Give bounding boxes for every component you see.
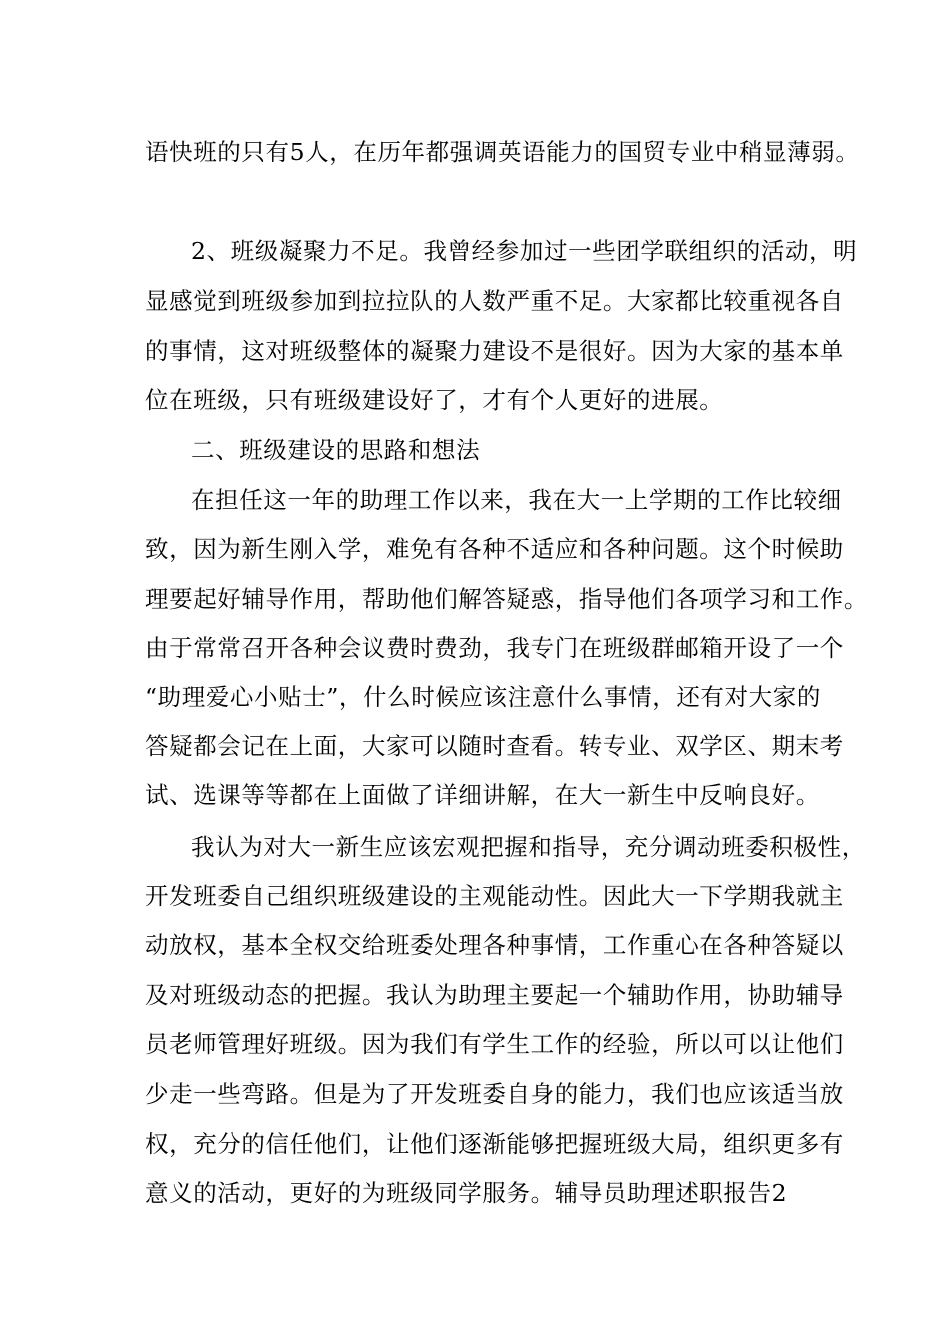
text-line-21: 意义的活动，更好的为班级同学服务。辅导员助理述职报告2 [145,1179,788,1207]
text-line-9: 理要起好辅导作用，帮助他们解答疑惑，指导他们各项学习和工作。 [145,585,868,613]
text-line-19: 少走一些弯路。但是为了开发班委自身的能力，我们也应该适当放 [145,1080,844,1108]
text-line-5: 位在班级，只有班级建设好了，才有个人更好的进展。 [145,386,724,414]
text-line-3: 显感觉到班级参加到拉拉队的人数严重不足。大家都比较重视各自 [145,287,844,315]
text-line-15: 开发班委自己组织班级建设的主观能动性。因此大一下学期我就主 [145,882,844,910]
text-line-11: “助理爱心小贴士”，什么时候应该注意什么事情，还有对大家的 [145,683,821,711]
text-line-10: 由于常常召开各种会议费时费劲，我专门在班级群邮箱开设了一个 [145,634,844,662]
text-line-7: 在担任这一年的助理工作以来，我在大一上学期的工作比较细 [191,486,842,514]
text-line-14: 我认为对大一新生应该宏观把握和指导，充分调动班委积极性， [191,833,866,861]
text-line-12: 答疑都会记在上面，大家可以随时查看。转专业、双学区、期末考 [145,732,844,760]
text-line-2: 2、班级凝聚力不足。我曾经参加过一些团学联组织的活动，明 [191,237,858,265]
text-line-1: 语快班的只有5人，在历年都强调英语能力的国贸专业中稍显薄弱。 [145,138,860,166]
text-line-16: 动放权，基本全权交给班委处理各种事情，工作重心在各种答疑以 [145,931,844,959]
section-heading: 二、班级建设的思路和想法 [191,436,481,464]
text-line-13: 试、选课等等都在上面做了详细讲解，在大一新生中反响良好。 [145,781,820,809]
text-line-4: 的事情，这对班级整体的凝聚力建设不是很好。因为大家的基本单 [145,337,844,365]
text-line-8: 致，因为新生刚入学，难免有各种不适应和各种问题。这个时候助 [145,535,844,563]
text-line-17: 及对班级动态的把握。我认为助理主要起一个辅助作用，协助辅导 [145,981,844,1009]
text-line-20: 权，充分的信任他们，让他们逐渐能够把握班级大局，组织更多有 [145,1130,844,1158]
text-line-18: 员老师管理好班级。因为我们有学生工作的经验，所以可以让他们 [145,1030,844,1058]
